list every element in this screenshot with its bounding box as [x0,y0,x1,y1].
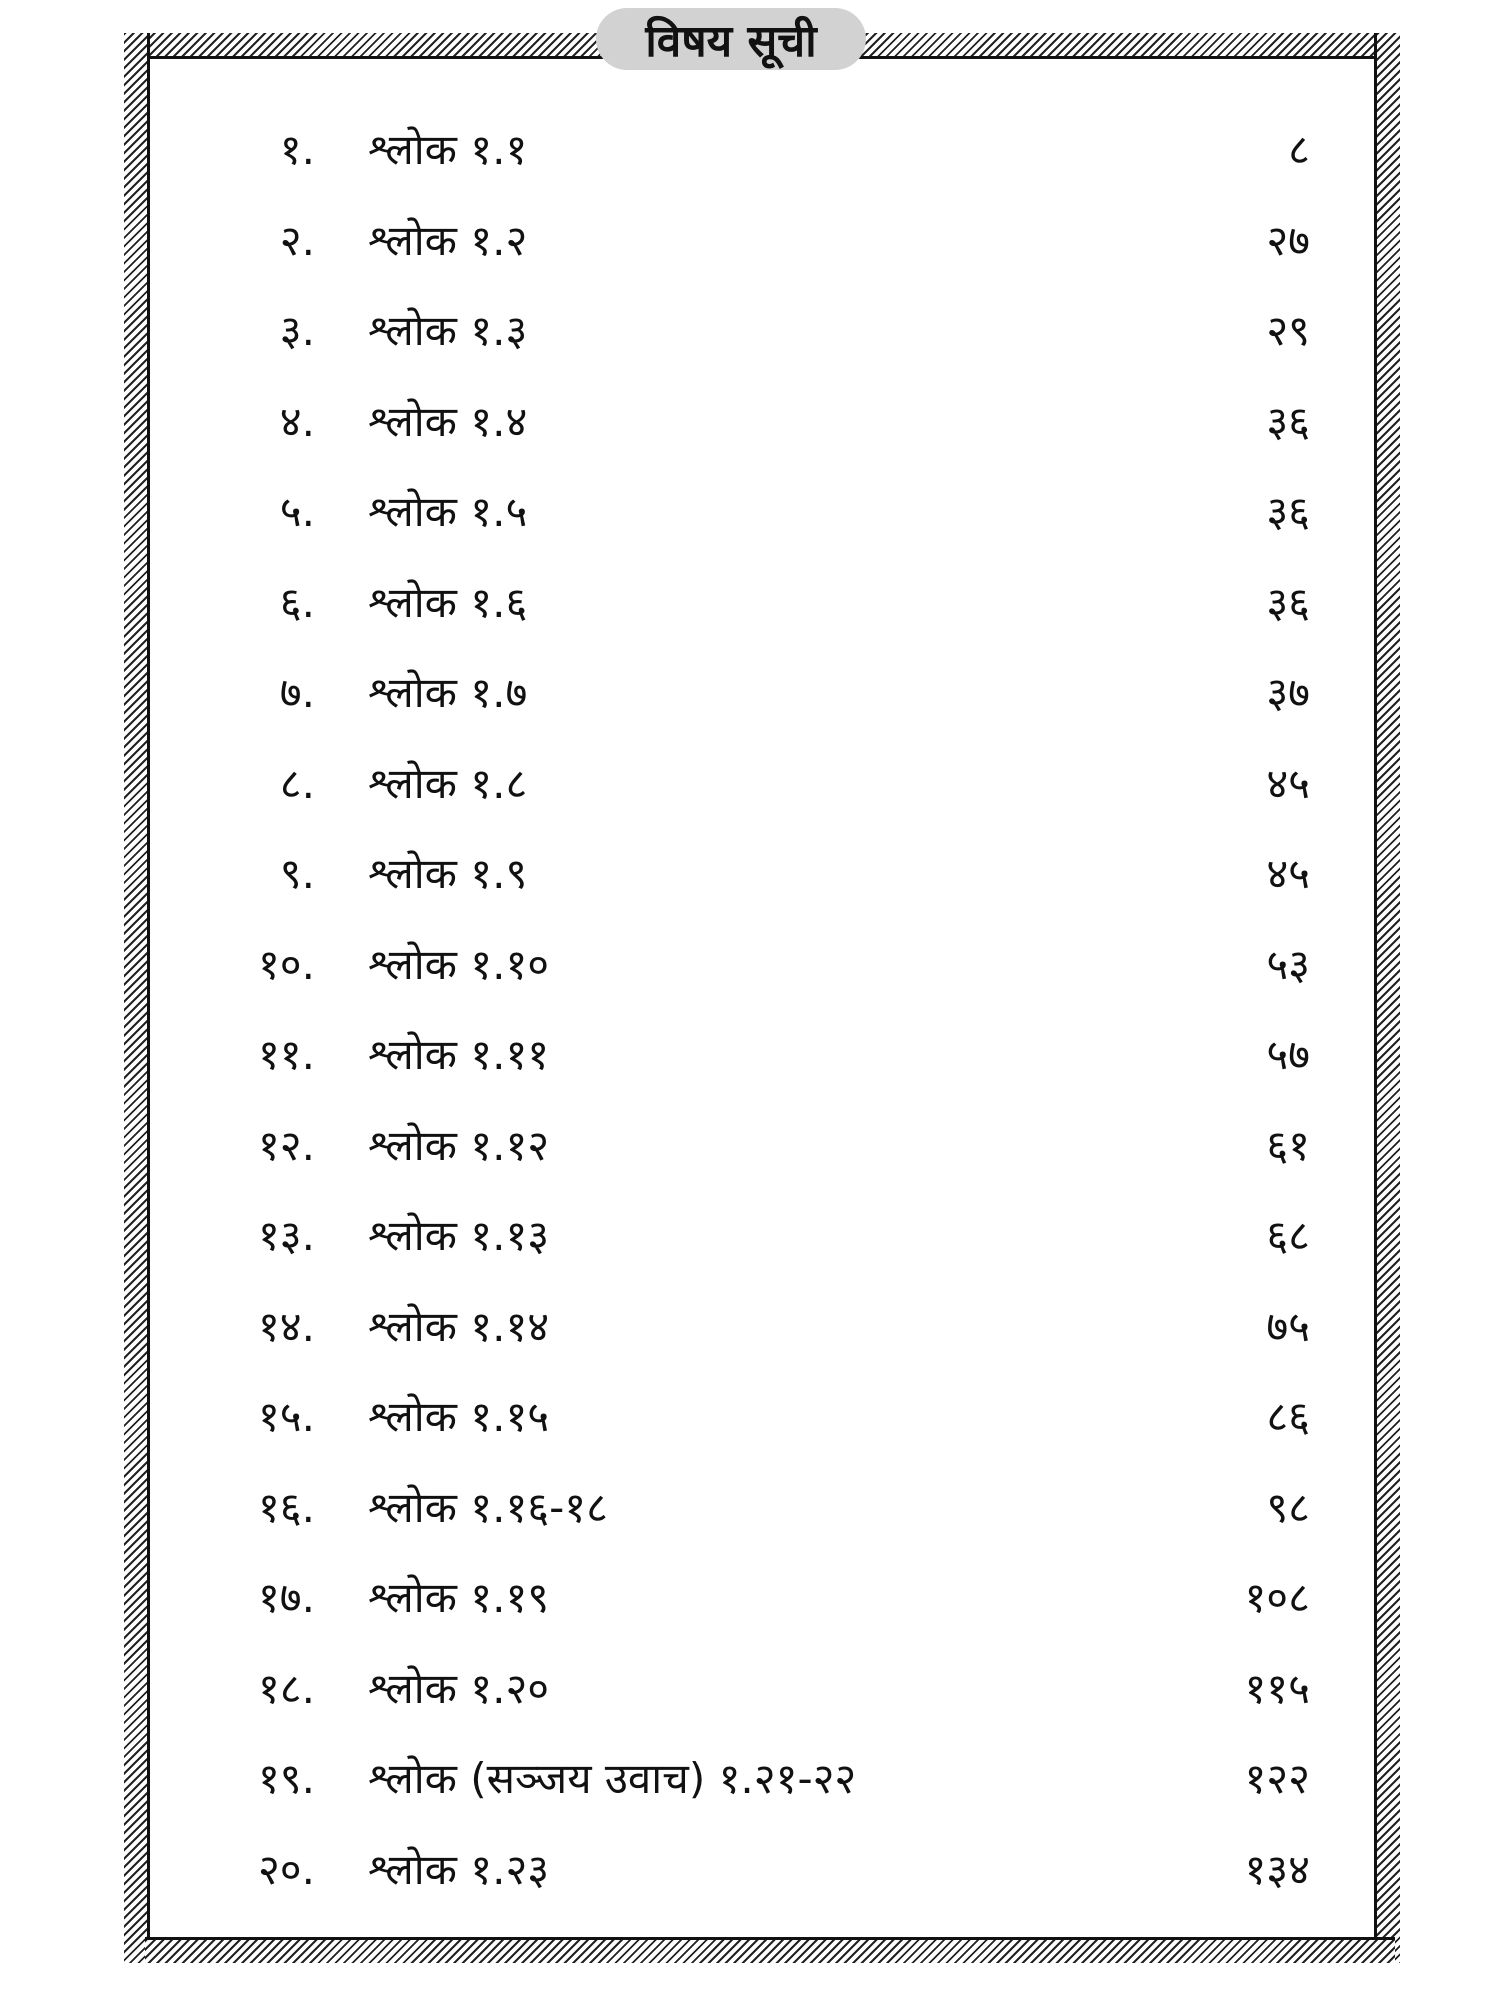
toc-entry [0,925,1500,1005]
toc-entry-page: २७ [1266,215,1310,265]
toc-entry-title: श्लोक १.२ [368,215,528,265]
toc-entry-title: श्लोक १.९ [368,849,528,898]
toc-entry-page: १०८ [1244,1573,1310,1622]
toc-entry-title: श्लोक १.१४ [368,1301,550,1351]
toc-entry-title: श्लोक १.२३ [368,1844,550,1894]
toc-entry-title: श्लोक (सञ्जय उवाच) १.२१-२२ [368,1754,857,1803]
toc-entry [0,1287,1500,1367]
toc-entry [0,1558,1500,1638]
toc-entry [0,1739,1500,1819]
toc-entry-page: ३६ [1266,487,1310,536]
toc-entry-page: ७५ [1266,1301,1310,1351]
toc-entry-title: श्लोक १.११ [368,1030,550,1079]
toc-entry-title: श्लोक १.४ [368,396,528,446]
toc-entry-title: श्लोक १.१९ [368,1573,550,1622]
toc-entry-number: ६. [279,577,315,627]
toc-entry-number: ३. [279,306,315,355]
toc-entry [0,653,1500,733]
toc-entry [0,1649,1500,1729]
toc-entry-title: श्लोक १.२० [368,1663,550,1713]
toc-entry-number: ४. [279,396,315,446]
toc-entry-page: ९८ [1266,1482,1310,1532]
toc-entry-number: ११. [257,1030,315,1079]
toc-entry-title: श्लोक १.३ [368,306,528,355]
toc-entry-number: ८. [279,758,315,808]
toc-entry-number: १. [279,125,315,174]
toc-entry-page: ६१ [1266,1120,1310,1170]
toc-entry [0,1468,1500,1548]
toc-entry-number: १७. [257,1573,315,1622]
toc-entry-page: ४५ [1266,849,1310,898]
toc-entry-page: १२२ [1244,1754,1310,1803]
toc-entry-number: १८. [257,1663,315,1713]
toc-entry [0,1106,1500,1186]
toc-entry-number: १४. [257,1301,315,1351]
toc-entry-number: १५. [257,1392,315,1441]
toc-entry [0,472,1500,552]
toc-entry-page: ५७ [1266,1030,1310,1079]
frame-bottom-border [145,1937,1395,1963]
toc-entry-page: १३४ [1244,1844,1310,1894]
toc-entry-title: श्लोक १.७ [368,668,528,717]
toc-entry-page: २९ [1266,306,1310,355]
toc-entry-page: ११५ [1244,1663,1310,1713]
toc-entry-number: २०. [257,1844,315,1894]
toc-entry [0,201,1500,281]
toc-entry-number: १०. [257,939,315,989]
toc-entry-title: श्लोक १.६ [368,577,528,627]
toc-entry [0,382,1500,462]
toc-entry [0,1830,1500,1910]
toc-entry-number: २. [279,215,315,265]
toc-entry-number: १३. [257,1211,315,1260]
toc-entry-page: ३७ [1266,668,1310,717]
toc-entry-page: ३६ [1266,396,1310,446]
toc-entry-title: श्लोक १.१० [368,939,550,989]
toc-entry-number: १९. [257,1754,315,1803]
toc-entry-title: श्लोक १.१३ [368,1211,550,1260]
toc-entry [0,1377,1500,1457]
toc-entry-number: ९. [279,849,315,898]
toc-entry-title: श्लोक १.१ [368,125,528,174]
toc-entry-page: ५३ [1266,939,1310,989]
toc-entry-title: श्लोक १.८ [368,758,528,808]
toc-entry-title: श्लोक १.१५ [368,1392,550,1441]
toc-entry [0,110,1500,190]
toc-entry [0,744,1500,824]
toc-entry [0,563,1500,643]
toc-entry [0,834,1500,914]
toc-entry-page: ८६ [1266,1392,1310,1441]
toc-entry-title: श्लोक १.१६-१८ [368,1482,608,1532]
toc-entry-page: ४५ [1266,758,1310,808]
toc-entry-page: ६८ [1266,1211,1310,1260]
toc-entry-title: श्लोक १.१२ [368,1120,550,1170]
toc-entry-number: ७. [279,668,315,717]
toc-entry-number: १६. [257,1482,315,1532]
toc-entry-page: ८ [1288,125,1310,174]
toc-entry-number: १२. [257,1120,315,1170]
toc-entry [0,1015,1500,1095]
toc-entry-number: ५. [279,487,315,536]
toc-entry-page: ३६ [1266,577,1310,627]
toc-entry [0,291,1500,371]
toc-entry-title: श्लोक १.५ [368,487,528,536]
toc-entry [0,1196,1500,1276]
page-title: विषय सूची [596,8,866,70]
